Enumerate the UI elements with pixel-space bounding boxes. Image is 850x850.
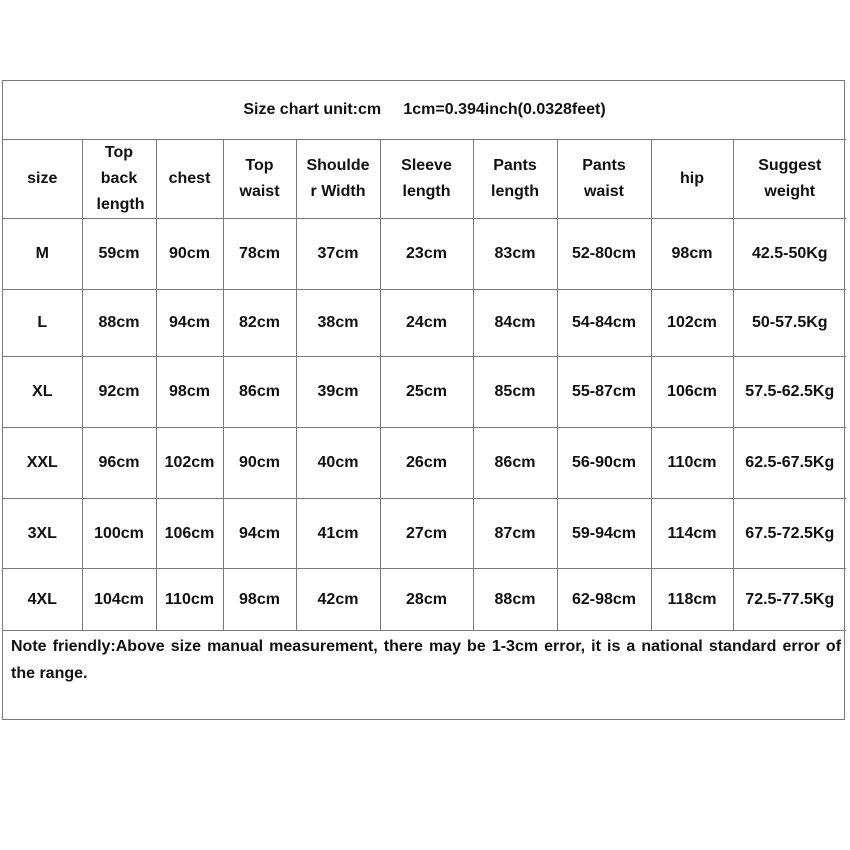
top-waist-cell: 94cm	[223, 499, 296, 569]
top-back-length-cell: 100cm	[82, 499, 156, 569]
sleeve-length-cell: 27cm	[380, 499, 473, 569]
chest-cell: 98cm	[156, 357, 223, 428]
sleeve-length-cell: 23cm	[380, 219, 473, 290]
table-row	[3, 428, 846, 499]
header-cell-top-back-length: Top back length	[82, 140, 156, 219]
suggest-weight-cell: 42.5-50Kg	[733, 219, 846, 290]
top-back-length-cell: 104cm	[82, 569, 156, 631]
hip-cell: 98cm	[651, 219, 733, 290]
header-cell-hip: hip	[651, 140, 733, 219]
hip-cell: 114cm	[651, 499, 733, 569]
header-cell-chest: chest	[156, 140, 223, 219]
header-cell-pants-length: Pants length	[473, 140, 557, 219]
shoulder-width-cell: 38cm	[296, 290, 380, 357]
table-row	[3, 219, 846, 290]
table-row	[3, 569, 846, 631]
chest-cell: 102cm	[156, 428, 223, 499]
pants-waist-cell: 59-94cm	[557, 499, 651, 569]
size-cell: L	[3, 290, 82, 357]
size-cell: XXL	[3, 428, 82, 499]
shoulder-width-cell: 41cm	[296, 499, 380, 569]
top-back-length-cell: 59cm	[82, 219, 156, 290]
pants-waist-cell: 56-90cm	[557, 428, 651, 499]
chart-title: Size chart unit:cm 1cm=0.394inch(0.0328feet)	[3, 81, 846, 140]
pants-waist-cell: 52-80cm	[557, 219, 651, 290]
table-row	[3, 499, 846, 569]
sleeve-length-cell: 28cm	[380, 569, 473, 631]
pants-length-cell: 86cm	[473, 428, 557, 499]
pants-length-cell: 85cm	[473, 357, 557, 428]
shoulder-width-cell: 42cm	[296, 569, 380, 631]
suggest-weight-cell: 57.5-62.5Kg	[733, 357, 846, 428]
header-row	[3, 140, 846, 219]
pants-length-cell: 83cm	[473, 219, 557, 290]
pants-length-cell: 87cm	[473, 499, 557, 569]
suggest-weight-cell: 67.5-72.5Kg	[733, 499, 846, 569]
header-cell-size: size	[3, 140, 82, 219]
measurement-note: Note friendly:Above size manual measurement, there may be 1-3cm error, it is a national standard error of the range.	[3, 631, 846, 722]
pants-length-cell: 88cm	[473, 569, 557, 631]
hip-cell: 106cm	[651, 357, 733, 428]
shoulder-width-cell: 37cm	[296, 219, 380, 290]
size-cell: 3XL	[3, 499, 82, 569]
pants-waist-cell: 55-87cm	[557, 357, 651, 428]
table-row	[3, 357, 846, 428]
top-waist-cell: 90cm	[223, 428, 296, 499]
hip-cell: 110cm	[651, 428, 733, 499]
top-back-length-cell: 88cm	[82, 290, 156, 357]
hip-cell: 102cm	[651, 290, 733, 357]
header-cell-sleeve-length: Sleeve length	[380, 140, 473, 219]
suggest-weight-cell: 50-57.5Kg	[733, 290, 846, 357]
title-row	[3, 81, 846, 140]
size-cell: M	[3, 219, 82, 290]
size-cell: 4XL	[3, 569, 82, 631]
pants-waist-cell: 62-98cm	[557, 569, 651, 631]
size-chart-table	[3, 81, 846, 721]
sleeve-length-cell: 24cm	[380, 290, 473, 357]
size-chart-frame	[2, 80, 845, 720]
header-cell-pants-waist: Pants waist	[557, 140, 651, 219]
top-back-length-cell: 96cm	[82, 428, 156, 499]
hip-cell: 118cm	[651, 569, 733, 631]
shoulder-width-cell: 39cm	[296, 357, 380, 428]
pants-waist-cell: 54-84cm	[557, 290, 651, 357]
header-cell-shoulder-width: Shoulde r Width	[296, 140, 380, 219]
table-row	[3, 290, 846, 357]
note-row	[3, 631, 846, 722]
header-cell-suggest-weight: Suggest weight	[733, 140, 846, 219]
chest-cell: 94cm	[156, 290, 223, 357]
header-cell-top-waist: Top waist	[223, 140, 296, 219]
chest-cell: 106cm	[156, 499, 223, 569]
sleeve-length-cell: 25cm	[380, 357, 473, 428]
chest-cell: 110cm	[156, 569, 223, 631]
top-waist-cell: 82cm	[223, 290, 296, 357]
shoulder-width-cell: 40cm	[296, 428, 380, 499]
top-waist-cell: 98cm	[223, 569, 296, 631]
top-back-length-cell: 92cm	[82, 357, 156, 428]
chest-cell: 90cm	[156, 219, 223, 290]
size-cell: XL	[3, 357, 82, 428]
pants-length-cell: 84cm	[473, 290, 557, 357]
sleeve-length-cell: 26cm	[380, 428, 473, 499]
suggest-weight-cell: 72.5-77.5Kg	[733, 569, 846, 631]
suggest-weight-cell: 62.5-67.5Kg	[733, 428, 846, 499]
top-waist-cell: 78cm	[223, 219, 296, 290]
top-waist-cell: 86cm	[223, 357, 296, 428]
